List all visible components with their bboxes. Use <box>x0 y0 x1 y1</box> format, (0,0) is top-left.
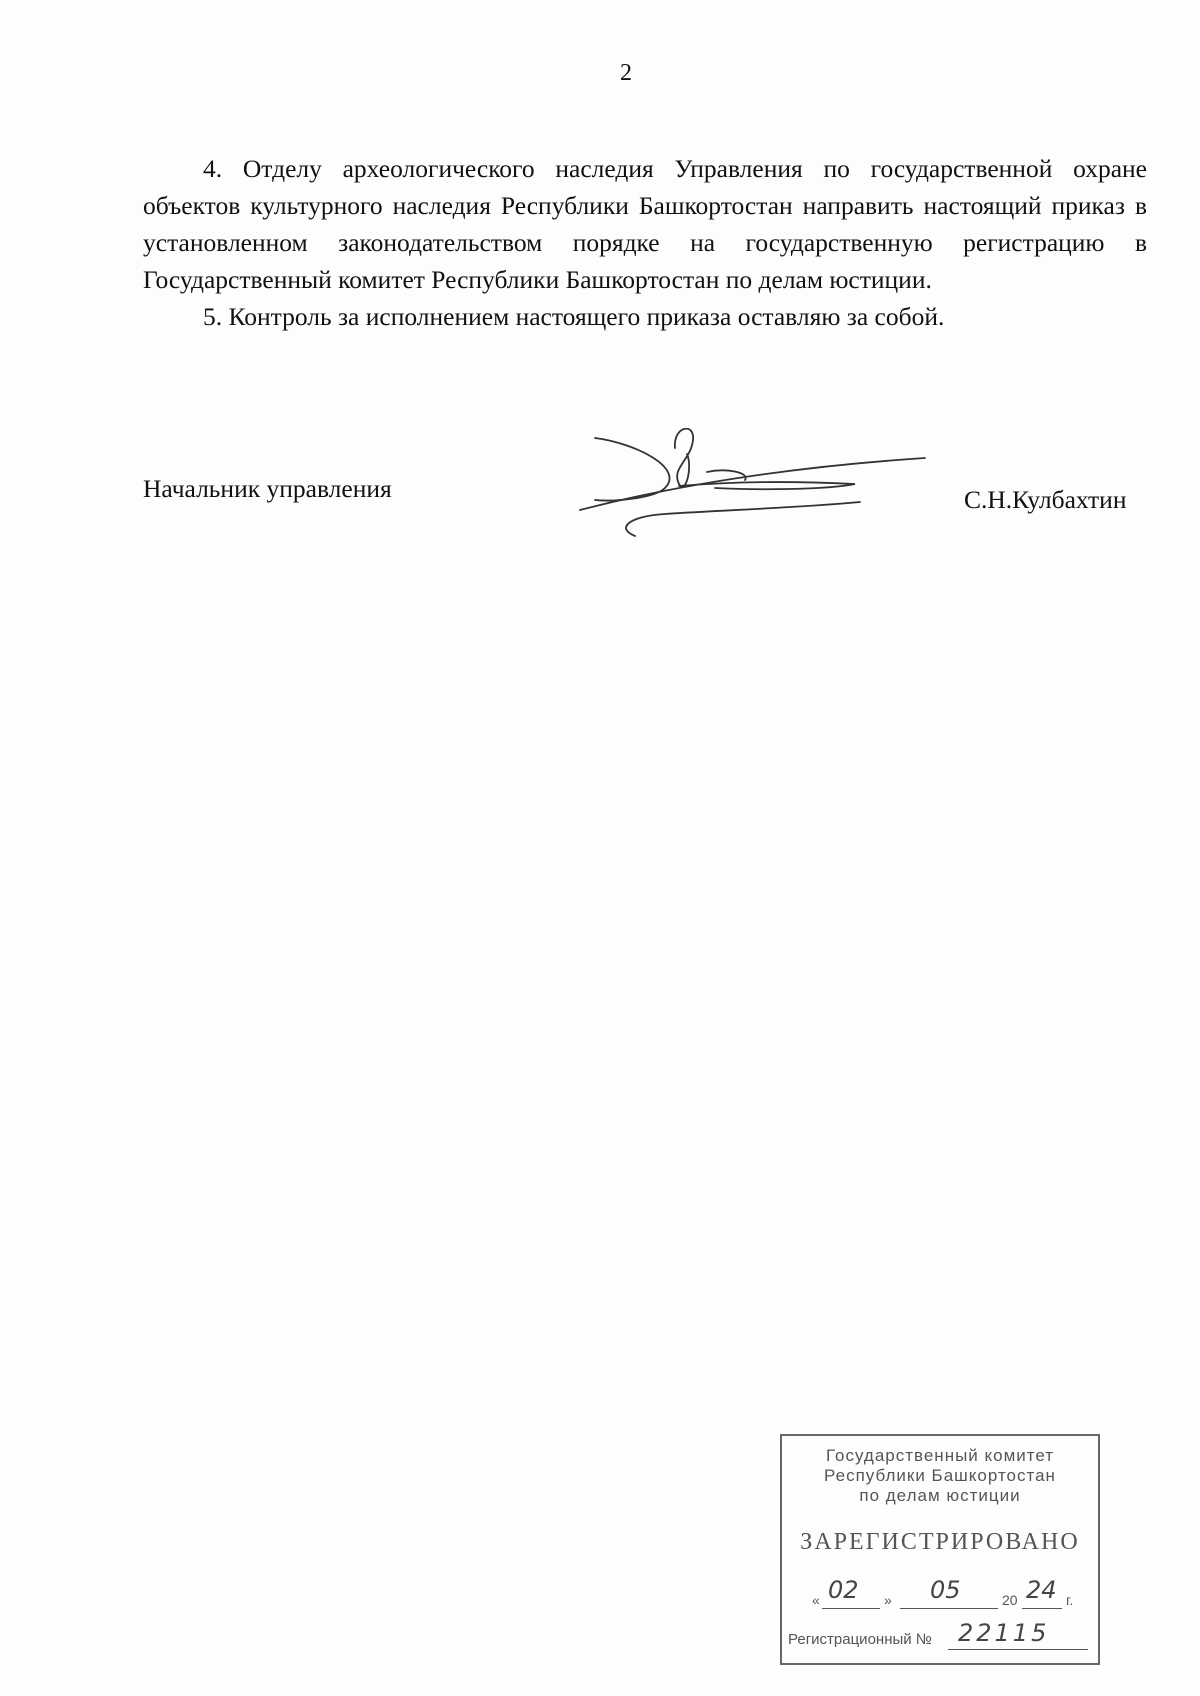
stamp-year-prefix: 20 <box>1002 1592 1018 1608</box>
stamp-organization <box>782 1446 1098 1506</box>
stamp-close-quote: » <box>884 1592 892 1608</box>
signatory-title: Начальник управления <box>143 474 392 503</box>
stamp-open-quote: « <box>812 1592 820 1608</box>
stamp-date <box>812 1576 1082 1610</box>
page-number: 2 <box>620 60 632 86</box>
stamp-reg-number: 22115 <box>958 1619 1050 1647</box>
paragraph-4: 4. Отделу археологического наследия Управления по государственной охране объектов культурного наследия Республики Башкортостан направить настоящий приказ в установленном законодательством порядке на государственную регистрацию в Государственный комитет Республики Башкортостан по делам юстиции. <box>143 154 1147 294</box>
stamp-month: 05 <box>930 1576 961 1604</box>
stamp-org-line: по делам юстиции <box>859 1486 1021 1505</box>
stamp-reg-label: Регистрационный № <box>788 1631 932 1648</box>
handwritten-signature <box>575 428 955 540</box>
stamp-registration-number <box>788 1619 1088 1653</box>
registration-stamp <box>780 1434 1100 1665</box>
signatory-name: С.Н.Кулбахтин <box>964 485 1127 514</box>
stamp-org-line: Республики Башкортостан <box>824 1466 1056 1485</box>
stamp-org-line: Государственный комитет <box>825 1446 1055 1465</box>
document-body <box>143 150 1147 335</box>
stamp-year-suffix: г. <box>1066 1592 1074 1608</box>
stamp-day: 02 <box>828 1576 859 1604</box>
stamp-registered-label: ЗАРЕГИСТРИРОВАНО <box>800 1529 1080 1555</box>
stamp-year: 24 <box>1026 1576 1057 1604</box>
paragraph-5: 5. Контроль за исполнением настоящего приказа оставляю за собой. <box>203 302 945 331</box>
